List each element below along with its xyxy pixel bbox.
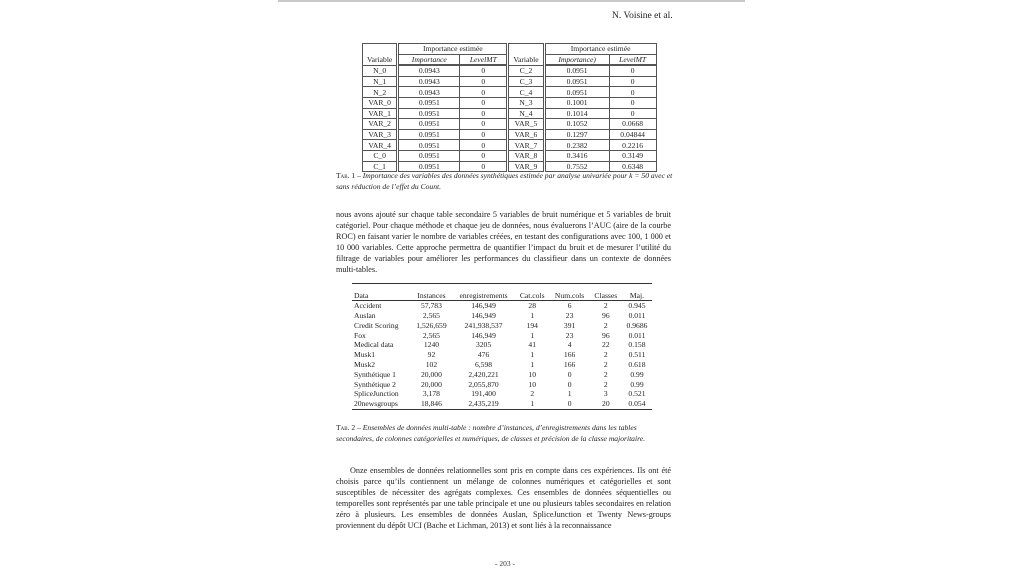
table2-cell: 0 [550,399,590,409]
table2-cell: 3205 [475,340,492,350]
table1-header-importance-right: Importance) [544,54,609,65]
table2-cell: 0.011 [628,311,646,321]
table2-cell: 2 [603,379,608,389]
table2-cell: 102 [425,360,438,370]
table1-cell: VAR_5 [508,119,544,130]
table2-cell: 146,949 [471,311,496,321]
table1-cell: C_4 [508,87,544,98]
table1-cell: 0.0951 [544,87,609,98]
table1-cell: N_4 [508,108,544,119]
table2-cell: 391 [563,320,576,330]
table2-top-rule [352,283,652,284]
table2-cell: 2 [603,301,608,311]
table1-cell: 0.3416 [544,150,609,161]
table2-row [352,301,652,311]
table2-cell: 194 [526,320,538,330]
table2-cell: Fox [354,330,366,340]
table2-cell: 1240 [423,340,440,350]
table2-cell: 96 [602,311,610,321]
table2-cell: 10 [528,369,536,379]
table1-header-variable-right: Variable [508,44,544,66]
table2-cell: 10 [528,379,536,389]
table2-cell: 146,949 [471,301,496,311]
table2-cell: 0 [567,369,572,379]
table1-cell: 0.1052 [544,119,609,130]
table2-header-cell: Data [352,291,411,301]
table1-cell: 0.0943 [398,87,460,98]
table2-cell: Credit Scoring [354,320,399,330]
table2-cell: 22 [602,340,610,350]
table2-cell: 0.9686 [626,320,648,330]
table2-header-cell: Cat.cols [515,291,550,301]
table1-cell: VAR_4 [363,140,398,151]
table2-cell: 2,420,221 [468,369,499,379]
table2-cell: 1 [530,350,535,360]
table2-cell: 0.99 [630,369,644,379]
table1-row [363,129,657,140]
table-2 [352,291,652,410]
table1-cell: 0.0951 [398,161,460,172]
paragraph-2: Onze ensembles de données relationnelles sont pris en compte dans ces expériences. Ils ont été choisis parce qu’ils contiennent un mélange de colonnes numériques et catégorielles et sont susceptibles de nécessiter des agrégats complexes. Ces ensembles de données séquentielles ou temporelles sont représentés par une table principale et une ou plusieurs tables secondaires en relation zéro à plusieurs. Les ensembles de données Auslan, SpliceJunction et Twenty News-groups proviennent du dépôt UCI (Bache et Lichman, 2013) et sont liés à la reconnaissance [336,466,671,531]
table2-row [352,360,652,370]
table1-row [363,87,657,98]
table1-cell: 0.0951 [398,119,460,130]
table1-cell: 0 [609,87,656,98]
table1-cell: 0.0951 [398,150,460,161]
table2-cell: 6 [567,301,572,311]
table2-cell: 0.99 [630,379,644,389]
table1-cell: 0.0951 [544,76,609,87]
table1-row [363,150,657,161]
page-number: - 203 - [495,559,515,568]
table2-cell: 166 [563,350,576,360]
table1-cell: 0.2382 [544,140,609,151]
table1-header-levelmt-left: LevelMT [460,54,508,65]
table2-cell: 2 [603,350,608,360]
table1-cell: 0 [460,119,508,130]
table1-cell: 0.1297 [544,129,609,140]
table2-cell: 3,178 [422,389,440,399]
table1-row [363,119,657,130]
table2-header-cell: Maj. [622,291,652,301]
table2-header-cell: Classes [590,291,622,301]
table2-cell: 2 [603,320,608,330]
table1-cell: 0 [460,65,508,76]
table2-cell: 2 [603,360,608,370]
table2-cell: 0.945 [628,301,646,311]
table2-cell: 20,000 [420,379,442,389]
table2-caption-label: Tab. 2 – [336,423,361,432]
table2-cell: 0.511 [628,350,646,360]
table1-cell: 0.0951 [398,108,460,119]
table1-cell: VAR_7 [508,140,544,151]
table1-caption [336,171,676,192]
table1-cell: 0 [609,65,656,76]
table1-row [363,97,657,108]
table2-row [352,350,652,360]
table1-cell: 0 [460,140,508,151]
table1-header-variable-left: Variable [363,44,398,66]
table-2-wrapper [352,283,652,410]
table2-cell: 1 [530,311,535,321]
table1-cell: VAR_6 [508,129,544,140]
table1-row [363,76,657,87]
table1-cell: N_2 [363,87,398,98]
table1-cell: 0 [609,97,656,108]
table2-cell: 146,949 [471,330,496,340]
table2-cell: 0.011 [628,330,646,340]
table2-cell: 23 [565,311,574,321]
table2-cell: Accident [354,301,382,311]
table1-row [363,140,657,151]
table2-cell: 476 [477,350,490,360]
table1-cell: 0 [460,87,508,98]
table2-row [352,399,652,409]
table2-caption [336,423,676,444]
table1-cell: 0.0943 [398,65,460,76]
table1-cell: 0.1001 [544,97,609,108]
table2-header-cell: Num.cols [550,291,590,301]
table2-row [352,331,652,341]
table1-cell: 0 [460,108,508,119]
table2-cell: Auslan [354,311,376,321]
table2-cell: 3 [603,389,608,399]
table1-cell: 0.6348 [609,161,656,172]
table1-cell: C_0 [363,150,398,161]
table2-cell: 6,598 [474,360,493,370]
table1-group-header-left: Importance estimée [398,44,508,55]
table1-cell: VAR_2 [363,119,398,130]
table1-cell: VAR_1 [363,108,398,119]
table2-cell: 0.618 [628,360,646,370]
table1-cell: 0 [460,150,508,161]
table1-cell: VAR_0 [363,97,398,108]
table1-header-importance-left: Importance [398,54,460,65]
table2-cell: 1 [567,389,572,399]
table1-cell: 0.0951 [398,97,460,108]
table2-cell: 241,938,537 [464,320,503,330]
table1-cell: 0 [460,76,508,87]
table1-cell: N_0 [363,65,398,76]
table2-header-cell: enregistrements [452,291,515,301]
table1-cell: VAR_3 [363,129,398,140]
table2-cell: 96 [602,330,610,340]
table1-cell: 0.0951 [398,129,460,140]
table2-row [352,311,652,321]
table1-cell: C_1 [363,161,398,172]
table2-cell: 2,435,219 [452,399,515,409]
table1-cell: C_3 [508,76,544,87]
table1-cell: 0 [460,97,508,108]
table1-cell: 0 [460,161,508,172]
table2-cell: 92 [427,350,436,360]
table1-cell: N_3 [508,97,544,108]
table2-cell: 0 [567,379,572,389]
table2-cell: 2,565 [422,311,440,321]
table1-cell: 0.0951 [544,65,609,76]
page-top-rule [278,0,745,2]
table2-row [352,340,652,350]
table2-cell: 0.054 [622,399,652,409]
table2-cell: 41 [528,340,536,350]
table2-row [352,321,652,331]
table1-cell: N_1 [363,76,398,87]
table2-row [352,380,652,390]
table1-cell: C_2 [508,65,544,76]
table2-cell: 1 [530,360,535,370]
table-1 [362,43,657,172]
table1-cell: 0 [609,76,656,87]
table1-header-levelmt-right: LevelMT [609,54,656,65]
table1-caption-label: Tab. 1 – [336,171,361,180]
table2-cell: 2 [530,389,535,399]
table2-row [352,389,652,399]
table2-cell: 18,846 [411,399,452,409]
table1-cell: 0.0668 [609,119,656,130]
table1-cell: 0.1014 [544,108,609,119]
table2-cell: Synthétique 1 [354,369,396,379]
table2-cell: 20 [590,399,622,409]
table1-row [363,108,657,119]
table2-cell: 1 [515,399,550,409]
table1-cell: 0.3149 [609,150,656,161]
table2-caption-text: Ensembles de données multi-table : nombre d’instances, d’enregistrements dans les tables secondaires, de colonnes catégorielles et numériques, de classes et précision de la classe majoritaire. [336,423,646,443]
table1-cell: 0.7552 [544,161,609,172]
table2-cell: 2,565 [422,330,440,340]
table2-cell: 166 [563,360,576,370]
table2-header-cell: Instances [411,291,452,301]
table2-cell: 28 [528,301,536,311]
running-head: N. Voisine et al. [612,11,673,21]
table2-cell: 0.521 [628,389,646,399]
table1-group-header-right: Importance estimée [544,44,656,55]
table1-cell: 0.0951 [398,140,460,151]
table2-cell: 1,526,659 [416,320,447,330]
table2-cell: 57,783 [420,301,442,311]
table1-cell: 0.04844 [609,129,656,140]
table1-cell: 0.2216 [609,140,656,151]
table2-cell: 23 [565,330,574,340]
table2-cell: Musk1 [354,350,376,360]
table1-cell: 0 [460,129,508,140]
table2-cell: 20newsgroups [352,399,411,409]
table2-cell: 2,055,870 [468,379,499,389]
table1-cell: VAR_9 [508,161,544,172]
table2-cell: Synthétique 2 [354,379,396,389]
table2-cell: 2 [603,369,608,379]
table1-cell: 0 [609,108,656,119]
table2-cell: 4 [567,340,572,350]
table2-cell: SpliceJunction [354,389,399,399]
table2-cell: 1 [530,330,535,340]
table1-caption-text: Importance des variables des données synthétiques estimée par analyse univariée pour k = 50 avec et sans réduction de l’effet du Count. [336,171,673,191]
table2-cell: 20,000 [420,369,442,379]
table2-cell: Medical data [354,340,394,350]
paragraph-1: nous avons ajouté sur chaque table secondaire 5 variables de bruit numérique et 5 variables de bruit catégoriel. Pour chaque méthode et chaque jeu de données, nous évaluerons l’AUC (aire de la courbe ROC) en faisant varier le nombre de variables créées, en testant des configurations avec 100, 1 000 et 10 000 variables. Cette approche permettra de quantifier l’impact du bruit et de mesurer l’utilité du filtrage de variables pour améliorer les performances du classifieur dans un contexte de données multi-tables. [336,210,671,275]
table1-cell: 0.0943 [398,76,460,87]
table1-row [363,65,657,76]
table2-cell: Musk2 [354,360,376,370]
table1-cell: VAR_8 [508,150,544,161]
table2-cell: 0.158 [628,340,646,350]
table2-row [352,370,652,380]
table2-cell: 191,400 [471,389,496,399]
